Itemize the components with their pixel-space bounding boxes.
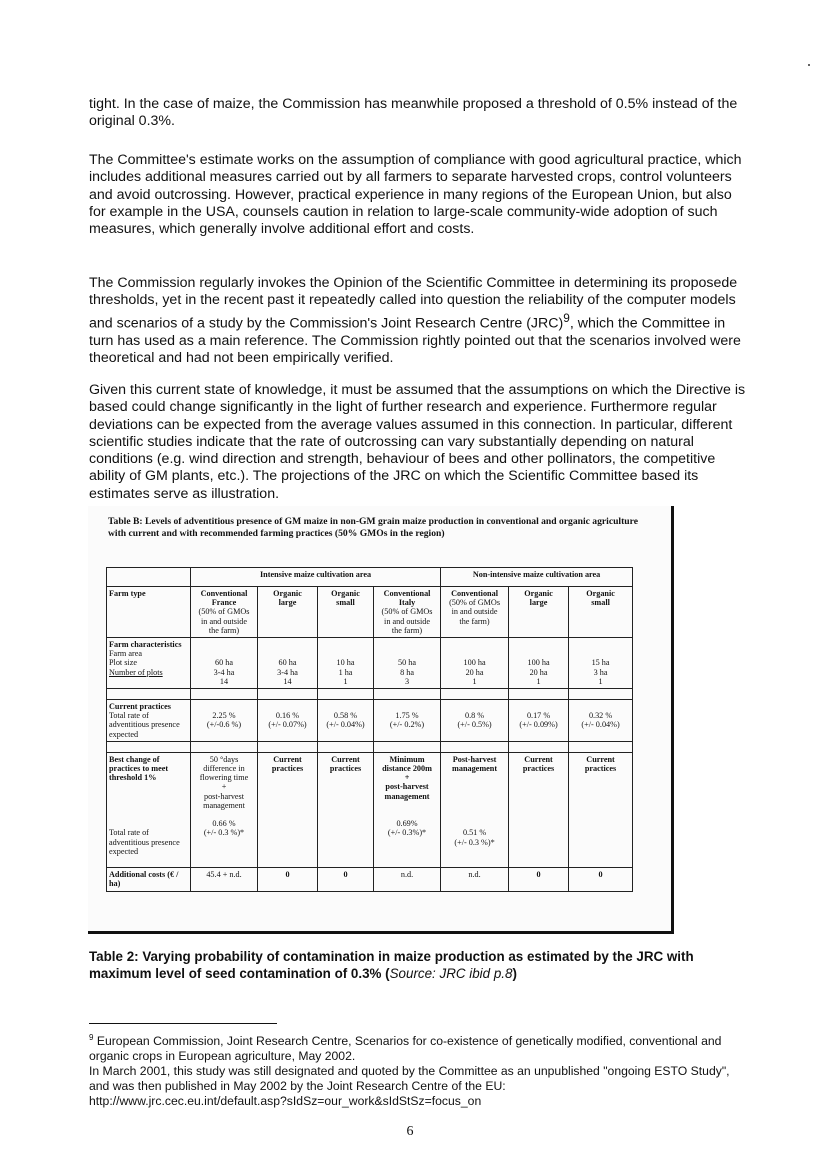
table-cell: 0 xyxy=(509,868,569,891)
header-line: in and outside xyxy=(201,616,247,626)
cell-value: (+/- 0.5%) xyxy=(457,720,492,730)
table-cell xyxy=(441,638,509,689)
cell-value: 2.25 % xyxy=(212,711,236,721)
table-cell: 45.4 + n.d. xyxy=(191,868,258,891)
header-line: Italy xyxy=(398,598,416,608)
cell-value: management xyxy=(452,764,498,774)
table-spacer-row xyxy=(107,741,633,752)
cell-value: 0.8 % xyxy=(464,711,485,721)
cell-value: 1.75 % xyxy=(395,711,419,721)
cell-value: 1 ha xyxy=(338,667,353,677)
paragraph-text: , which the Committee in turn has used as a main reference. The Commission rightly pointed out that the scenarios involved were theoretical and had not been empirically verified. xyxy=(89,315,741,366)
cell-value: Current xyxy=(586,754,615,764)
table-cell xyxy=(191,741,258,752)
cell-value: management xyxy=(203,800,245,810)
cell-value: 1 xyxy=(598,676,603,686)
cell-value: 0.58 % xyxy=(333,711,358,721)
table-cell xyxy=(107,741,191,752)
table-cell xyxy=(107,568,191,587)
caption-source: Source: JRC ibid p.8 xyxy=(389,966,513,981)
table-cell: n.d. xyxy=(441,868,509,891)
table-cell xyxy=(318,638,374,689)
table-cell xyxy=(318,752,374,867)
cell-value: (+/-0.6 %) xyxy=(206,720,242,730)
cell-value: Post-harvest xyxy=(452,754,497,764)
cell-value: (+/- 0.07%) xyxy=(268,720,307,730)
cell-value: 50 ha xyxy=(398,658,416,668)
header-line: small xyxy=(336,598,355,608)
cell-value: 1 xyxy=(472,676,477,686)
header-line: Conventional xyxy=(200,589,248,598)
table-cell: 0 xyxy=(569,868,633,891)
cell-value: 1 xyxy=(343,676,348,686)
page-number: 6 xyxy=(406,1124,414,1139)
cell-value: 50 °days xyxy=(209,754,239,764)
cell-value: 0.16 % xyxy=(275,711,300,721)
cell-value: practices xyxy=(271,764,304,774)
cell-value: 0.69% xyxy=(396,819,418,829)
table-cell xyxy=(258,638,318,689)
row-label-line: Number of plots xyxy=(109,667,163,677)
table-cell xyxy=(374,741,441,752)
cell-value: 14 xyxy=(219,676,229,686)
cell-value: 60 ha xyxy=(215,658,233,668)
table-caption xyxy=(89,948,729,982)
header-line: large xyxy=(278,598,297,608)
paragraph-threshold: tight. In the case of maize, the Commission has meanwhile proposed a threshold of 0.5% instead of the original 0.3%. xyxy=(89,96,738,130)
cell-value: 3-4 ha xyxy=(213,667,235,677)
cell-value: 1 xyxy=(536,676,541,686)
row-label-line: Farm area xyxy=(109,649,142,659)
column-header xyxy=(318,587,374,638)
cell-value: (+/- 0.3 %)* xyxy=(454,837,495,847)
table-row xyxy=(107,700,633,742)
cell-value: Minimum xyxy=(389,754,425,764)
table-spacer-row xyxy=(107,689,633,700)
section-heading: Farm characteristics xyxy=(109,640,182,650)
table-cell xyxy=(441,752,509,867)
header-line: small xyxy=(591,598,610,608)
group-header-nonintensive: Non-intensive maize cultivation area xyxy=(441,568,633,587)
footnote-number: 9 xyxy=(89,1033,94,1042)
table-row xyxy=(107,587,633,638)
header-line: Conventional xyxy=(383,589,431,598)
cell-value: 8 ha xyxy=(400,667,414,677)
table-cell xyxy=(318,741,374,752)
cell-value: 20 ha xyxy=(529,667,548,677)
cell-value: 100 ha xyxy=(463,658,486,668)
row-label: Additional costs (€ / ha) xyxy=(107,868,191,891)
cell-value: 20 ha xyxy=(465,667,484,677)
cell-value: Current xyxy=(331,754,360,764)
cell-value: post-harvest xyxy=(385,782,429,792)
table-row xyxy=(107,868,633,891)
table-cell xyxy=(191,752,258,867)
row-label xyxy=(107,638,191,689)
table-cell xyxy=(258,752,318,867)
table-cell xyxy=(318,700,374,742)
cell-value: (+/- 0.2%) xyxy=(389,720,425,730)
table-cell: 0 xyxy=(318,868,374,891)
header-line: the farm) xyxy=(208,625,240,635)
table-cell xyxy=(569,752,633,867)
table-cell xyxy=(569,700,633,742)
cell-value: practices xyxy=(584,764,617,774)
table-cell xyxy=(509,700,569,742)
cell-value: practices xyxy=(522,764,555,774)
scan-speck xyxy=(808,64,810,66)
table-cell xyxy=(509,752,569,867)
footnote-reference: 9 xyxy=(563,310,570,325)
table-cell xyxy=(258,689,318,700)
header-line: Organic xyxy=(586,589,615,598)
cell-value: (+/- 0.3 %)* xyxy=(203,828,245,838)
row-label-line: Total rate of adventitious presence expected xyxy=(109,828,180,856)
cell-value: (+/- 0.3%)* xyxy=(387,828,427,838)
section-heading: Best change of practices to meet threshold 1% xyxy=(109,754,169,783)
table-cell xyxy=(374,752,441,867)
table-cell xyxy=(509,689,569,700)
cell-value: 0.32 % xyxy=(588,711,613,721)
header-line: in and outside xyxy=(384,616,430,626)
column-header xyxy=(569,587,633,638)
table-row xyxy=(107,568,633,587)
table-cell xyxy=(441,700,509,742)
table-row xyxy=(107,752,633,867)
header-line: (50% of GMOs xyxy=(449,598,501,608)
caption-text: Table 2: Varying probability of contamination in maize production as estimated by the JRC with maximum level of seed contamination of 0.3% ( xyxy=(89,949,694,981)
cell-value: Current xyxy=(524,754,553,764)
footnote-url: http://www.jrc.cec.eu.int/default.asp?sIdSz=our_work&sIdStSz=focus_on xyxy=(89,1094,482,1109)
header-line: Conventional xyxy=(451,589,498,598)
cell-value: (+/- 0.04%) xyxy=(581,720,620,730)
cell-value: + xyxy=(221,782,227,792)
header-line: in and outside xyxy=(451,607,498,617)
cell-value: + xyxy=(404,773,410,783)
table-cell xyxy=(569,689,633,700)
cell-value: distance 200m xyxy=(382,764,432,774)
paragraph-text: The Commission regularly invokes the Opinion of the Scientific Committee in determining its proposede thresholds, yet in the recent past it repeatedly called into question the reliability of the computer models and scenarios of a study by the Commission's Joint Research Centre (JRC) xyxy=(89,275,738,332)
cell-value: flowering time xyxy=(199,773,249,783)
figure-title: Table B: Levels of adventitious presence of GM maize in non-GM grain maize production in conventional and organic agriculture with current and with recommended farming practices (50% GMOs in the region) xyxy=(108,516,638,539)
table-cell xyxy=(107,689,191,700)
cell-value: difference in xyxy=(203,764,245,774)
table-cell xyxy=(258,741,318,752)
table-cell xyxy=(441,689,509,700)
caption-close: ) xyxy=(512,966,517,981)
column-header xyxy=(509,587,569,638)
header-line: Organic xyxy=(331,589,360,598)
cell-value: 100 ha xyxy=(527,658,550,668)
cell-value: 3 xyxy=(404,676,410,686)
cell-value: 10 ha xyxy=(336,658,355,668)
table-cell xyxy=(191,700,258,742)
table-cell: 0 xyxy=(258,868,318,891)
header-line: the farm) xyxy=(459,616,490,626)
footnote xyxy=(89,1030,749,1110)
cell-value: 0.66 % xyxy=(212,819,236,829)
column-header xyxy=(191,587,258,638)
table-cell xyxy=(191,689,258,700)
table-cell xyxy=(191,638,258,689)
table-cell xyxy=(441,741,509,752)
footnote-text: European Commission, Joint Research Centre, Scenarios for co-existence of genetically modified, conventional and organic crops in European agriculture, May 2002. xyxy=(89,1034,722,1064)
cell-value: 14 xyxy=(283,676,292,686)
row-label xyxy=(107,700,191,742)
table-cell xyxy=(374,689,441,700)
row-label xyxy=(107,752,191,867)
cell-value: Current xyxy=(273,754,302,764)
paragraph-jrc-study xyxy=(89,275,749,367)
header-line: France xyxy=(211,598,237,608)
paragraph-good-practice: The Committee's estimate works on the assumption of compliance with good agricultural practice, which includes additional measures carried out by all farmers to separate harvested crops, control volunteers and avoid outcrossing. However, practical experience in many regions of the European Union, but also for example in the USA, counsels caution in relation to large-scale community-wide adoption of such measures, which generally involve additional effort and costs. xyxy=(89,152,742,238)
table-cell xyxy=(569,638,633,689)
cell-value: 60 ha xyxy=(278,658,297,668)
cell-value: 0.17 % xyxy=(526,711,551,721)
table-cell xyxy=(374,700,441,742)
cell-value: 3 ha xyxy=(593,667,608,677)
header-line: (50% of GMOs xyxy=(198,607,250,617)
header-line: the farm) xyxy=(391,625,423,635)
group-header-intensive: Intensive maize cultivation area xyxy=(191,568,441,587)
row-label-line: Plot size xyxy=(109,658,137,668)
table-cell xyxy=(569,741,633,752)
cell-value: 3-4 ha xyxy=(277,667,298,677)
table-cell xyxy=(509,638,569,689)
contamination-table xyxy=(106,567,633,892)
footnote-text: In March 2001, this study was still designated and quoted by the Committee as an unpublished "ongoing ESTO Study", and was then published in May 2002 by the Joint Research Centre of the EU: xyxy=(89,1064,730,1094)
table-cell xyxy=(374,638,441,689)
cell-value: 0.51 % xyxy=(462,828,487,838)
table-cell xyxy=(509,741,569,752)
table-cell: n.d. xyxy=(374,868,441,891)
column-header xyxy=(374,587,441,638)
table-cell xyxy=(318,689,374,700)
header-line: Organic xyxy=(273,589,302,598)
cell-value: (+/- 0.09%) xyxy=(519,720,558,730)
cell-value: post-harvest xyxy=(203,791,245,801)
paragraph-state-of-knowledge: Given this current state of knowledge, it must be assumed that the assumptions on which the Directive is based could change significantly in the light of further research and experience. Furthermore regular deviations can be expected from the average values assumed in this connection. In particular, different scientific studies indicate that the rate of outcrossing can vary substantially depending on natural conditions (e.g. wind direction and strength, behaviour of bees and other pollinators, the competitive ability of GM plants, etc.). The projections of the JRC on which the Scientific Committee based its estimates serve as illustration. xyxy=(89,382,746,502)
column-header xyxy=(441,587,509,638)
header-line: (50% of GMOs xyxy=(381,607,433,617)
row-label: Farm type xyxy=(107,587,191,638)
column-header xyxy=(258,587,318,638)
row-label-line: Total rate of adventitious presence expected xyxy=(109,711,180,739)
table-cell xyxy=(258,700,318,742)
table-row xyxy=(107,638,633,689)
cell-value: (+/- 0.04%) xyxy=(326,720,365,730)
scanned-table-figure xyxy=(88,506,674,934)
cell-value: management xyxy=(384,791,430,801)
section-heading: Current practices xyxy=(109,702,171,712)
cell-value: 15 ha xyxy=(591,658,610,668)
cell-value: practices xyxy=(329,764,362,774)
header-line: large xyxy=(529,598,548,608)
footnote-divider xyxy=(89,1023,277,1024)
header-line: Organic xyxy=(524,589,553,598)
